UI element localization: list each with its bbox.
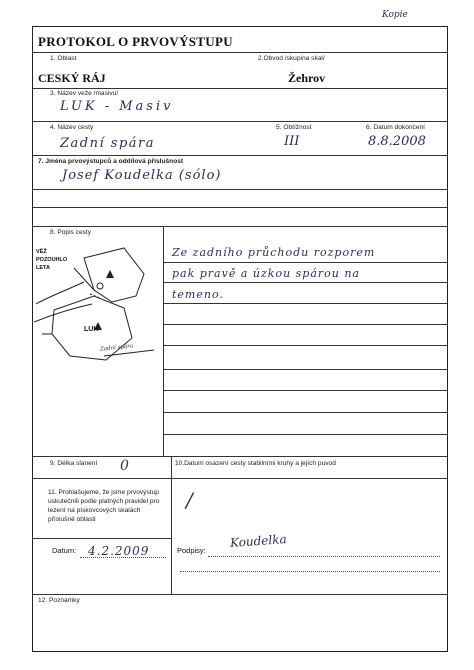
jmena-value: Josef Koudelka (sólo) bbox=[62, 168, 222, 183]
datum-dokonceni-label: 6. Datum dokončení bbox=[366, 124, 426, 131]
form-title: PROTOKOL O PRVOVÝSTUPU bbox=[38, 34, 233, 49]
ruled-line bbox=[163, 412, 448, 413]
sketch-label-spara: Zadní spára bbox=[99, 343, 134, 353]
podpisy-label: Podpisy: bbox=[177, 546, 206, 555]
obtiznost-value: III bbox=[284, 134, 300, 149]
poznamky-label: 12. Poznámky bbox=[38, 597, 80, 604]
ruled-line bbox=[32, 189, 448, 190]
oblast-label: 1. Oblast bbox=[50, 55, 77, 62]
datum-dokonceni-value: 8.8.2008 bbox=[368, 134, 426, 149]
ruled-line bbox=[163, 324, 448, 325]
column-divider bbox=[171, 456, 172, 594]
sketch-divider bbox=[163, 226, 164, 456]
prohlaseni-label: 11. Prohlašujeme, že jsme prvovýstup uskutečnili podle platných pravidel pro lezení na pískovcových skalách příslušné oblasti bbox=[48, 489, 160, 523]
divider bbox=[32, 121, 448, 122]
ruled-line bbox=[163, 303, 448, 304]
delka-label: 9. Délka slanení bbox=[50, 460, 98, 467]
nazev-veze-label: 3. Název veže /masivu/ bbox=[50, 90, 119, 97]
datum-osazeni-value: / bbox=[186, 488, 193, 512]
signature-dotted-line bbox=[180, 571, 440, 572]
popis-label: 8. Popis cesty bbox=[50, 229, 92, 236]
podpis-value: Koudelka bbox=[229, 532, 288, 550]
nazev-cesty-label: 4. Název cesty bbox=[50, 124, 94, 131]
oblast-value: CESKÝ RÁJ bbox=[38, 71, 106, 85]
obtiznost-label: 5. Obtížnost bbox=[276, 124, 312, 131]
divider bbox=[32, 538, 171, 539]
divider bbox=[32, 88, 448, 89]
divider bbox=[32, 155, 448, 156]
ruled-line bbox=[32, 207, 448, 208]
obvod-label: 2.Obvod /skupina skal/ bbox=[258, 55, 325, 62]
ruled-line bbox=[163, 390, 448, 391]
corner-note: Kopie bbox=[382, 10, 408, 20]
datum-label: Datum: bbox=[52, 546, 77, 555]
datum-osazeni-label: 10.Datum osazení cesty stabilními kruhy a jejích puvod bbox=[175, 460, 336, 467]
popis-line-1: Ze zadního průchodu rozporem bbox=[172, 246, 376, 259]
ruled-line bbox=[163, 345, 448, 346]
ruled-line bbox=[163, 434, 448, 435]
divider bbox=[32, 478, 448, 479]
ruled-line bbox=[163, 282, 448, 283]
ruled-line bbox=[163, 262, 448, 263]
divider bbox=[32, 594, 448, 595]
sketch-label-luk: LUK bbox=[84, 326, 99, 333]
divider bbox=[32, 52, 448, 53]
obvod-value: Žehrov bbox=[288, 71, 326, 85]
divider bbox=[32, 226, 448, 227]
nazev-veze-value: LUK - Masiv bbox=[60, 99, 174, 114]
popis-line-2: pak pravě a úzkou spárou na bbox=[172, 267, 360, 280]
delka-value: 0 bbox=[120, 458, 129, 474]
popis-line-3: temeno. bbox=[172, 288, 224, 301]
nazev-cesty-value: Zadní spára bbox=[60, 136, 155, 151]
sketch-label-vez: VĚŽ POZOUHLO LETA bbox=[36, 249, 68, 271]
signature-dotted-line bbox=[208, 556, 440, 557]
divider bbox=[32, 456, 448, 457]
datum-value: 4.2.2009 bbox=[88, 544, 150, 558]
jmena-label: 7. Jména prvovýstupců a oddílová příslušnost bbox=[38, 158, 184, 165]
summit-triangle-icon bbox=[106, 270, 114, 278]
ruled-line bbox=[163, 369, 448, 370]
